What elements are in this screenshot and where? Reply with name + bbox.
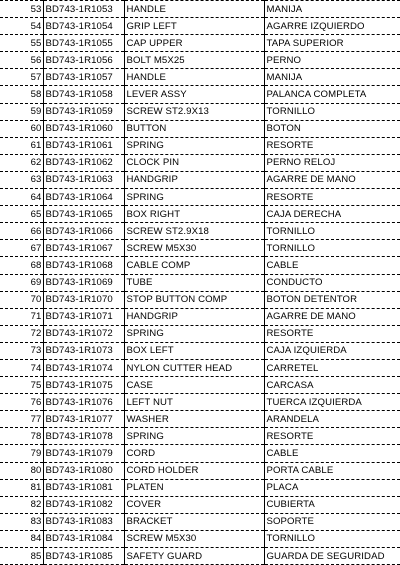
table-row (0, 359, 400, 376)
description-english: SPRING (124, 189, 264, 206)
description-english: SPRING (124, 137, 264, 154)
description-spanish: TUERCA IZQUIERDA (264, 394, 400, 411)
table-row (0, 428, 400, 445)
description-english: SCREW ST2.9X18 (124, 223, 264, 240)
table-row (0, 171, 400, 188)
description-spanish: CAJA DERECHA (264, 206, 400, 223)
table-row (0, 325, 400, 342)
part-number: BD743-1R1059 (43, 103, 124, 120)
item-number: 71 (0, 308, 43, 325)
part-number: BD743-1R1061 (43, 137, 124, 154)
description-english: SCREW M5X30 (124, 530, 264, 547)
item-number: 55 (0, 35, 43, 52)
part-number: BD743-1R1054 (43, 18, 124, 35)
description-spanish: GUARDA DE SEGURIDAD (264, 548, 400, 565)
item-number: 56 (0, 52, 43, 69)
part-number: BD743-1R1069 (43, 274, 124, 291)
table-row (0, 411, 400, 428)
item-number: 78 (0, 428, 43, 445)
item-number: 74 (0, 359, 43, 376)
item-number: 69 (0, 274, 43, 291)
description-english: HANDLE (124, 69, 264, 86)
part-number: BD743-1R1060 (43, 120, 124, 137)
table-row (0, 530, 400, 547)
item-number: 80 (0, 462, 43, 479)
table-row (0, 223, 400, 240)
part-number: BD743-1R1082 (43, 496, 124, 513)
item-number: 58 (0, 86, 43, 103)
item-number: 65 (0, 206, 43, 223)
description-spanish: TORNILLO (264, 530, 400, 547)
table-row (0, 394, 400, 411)
description-spanish: CABLE (264, 445, 400, 462)
table-row (0, 18, 400, 35)
description-spanish: BOTON DETENTOR (264, 291, 400, 308)
item-number: 54 (0, 18, 43, 35)
item-number: 60 (0, 120, 43, 137)
description-english: BUTTON (124, 120, 264, 137)
part-number: BD743-1R1070 (43, 291, 124, 308)
description-spanish: TORNILLO (264, 240, 400, 257)
description-spanish: MANIJA (264, 69, 400, 86)
table-row (0, 69, 400, 86)
description-spanish: SOPORTE (264, 513, 400, 530)
table-row (0, 35, 400, 52)
description-english: SAFETY GUARD (124, 548, 264, 565)
table-row (0, 548, 400, 565)
part-number: BD743-1R1064 (43, 189, 124, 206)
description-english: BOX LEFT (124, 342, 264, 359)
part-number: BD743-1R1081 (43, 479, 124, 496)
table-row (0, 445, 400, 462)
item-number: 59 (0, 103, 43, 120)
part-number: BD743-1R1056 (43, 52, 124, 69)
description-english: CABLE COMP (124, 257, 264, 274)
item-number: 57 (0, 69, 43, 86)
description-english: HANDGRIP (124, 308, 264, 325)
item-number: 66 (0, 223, 43, 240)
item-number: 75 (0, 377, 43, 394)
item-number: 53 (0, 1, 43, 18)
table-row (0, 52, 400, 69)
part-number: BD743-1R1076 (43, 394, 124, 411)
description-english: CLOCK PIN (124, 154, 264, 171)
part-number: BD743-1R1057 (43, 69, 124, 86)
description-spanish: ARANDELA (264, 411, 400, 428)
part-number: BD743-1R1055 (43, 35, 124, 52)
item-number: 82 (0, 496, 43, 513)
description-spanish: AGARRE DE MANO (264, 171, 400, 188)
part-number: BD743-1R1079 (43, 445, 124, 462)
item-number: 84 (0, 530, 43, 547)
part-number: BD743-1R1075 (43, 377, 124, 394)
table-row (0, 240, 400, 257)
description-spanish: PERNO (264, 52, 400, 69)
item-number: 77 (0, 411, 43, 428)
part-number: BD743-1R1066 (43, 223, 124, 240)
description-english: TUBE (124, 274, 264, 291)
part-number: BD743-1R1067 (43, 240, 124, 257)
parts-table-body (0, 1, 400, 565)
description-english: SCREW M5X30 (124, 240, 264, 257)
description-spanish: PERNO RELOJ (264, 154, 400, 171)
description-english: CASE (124, 377, 264, 394)
item-number: 70 (0, 291, 43, 308)
description-spanish: CARRETEL (264, 359, 400, 376)
description-english: HANDGRIP (124, 171, 264, 188)
description-spanish: RESORTE (264, 189, 400, 206)
description-spanish: CAJA IZQUIERDA (264, 342, 400, 359)
part-number: BD743-1R1072 (43, 325, 124, 342)
description-spanish: TORNILLO (264, 103, 400, 120)
description-spanish: AGARRE DE MANO (264, 308, 400, 325)
description-spanish: CABLE (264, 257, 400, 274)
item-number: 68 (0, 257, 43, 274)
item-number: 62 (0, 154, 43, 171)
description-spanish: PALANCA COMPLETA (264, 86, 400, 103)
description-english: BOX RIGHT (124, 206, 264, 223)
description-english: SPRING (124, 325, 264, 342)
description-spanish: RESORTE (264, 325, 400, 342)
description-spanish: RESORTE (264, 137, 400, 154)
description-spanish: MANIJA (264, 1, 400, 18)
table-row (0, 257, 400, 274)
part-number: BD743-1R1085 (43, 548, 124, 565)
part-number: BD743-1R1084 (43, 530, 124, 547)
table-row (0, 377, 400, 394)
part-number: BD743-1R1077 (43, 411, 124, 428)
item-number: 76 (0, 394, 43, 411)
description-english: LEFT NUT (124, 394, 264, 411)
description-spanish: AGARRE IZQUIERDO (264, 18, 400, 35)
part-number: BD743-1R1063 (43, 171, 124, 188)
table-row (0, 103, 400, 120)
item-number: 81 (0, 479, 43, 496)
description-spanish: PORTA CABLE (264, 462, 400, 479)
description-english: NYLON CUTTER HEAD (124, 359, 264, 376)
description-english: STOP BUTTON COMP (124, 291, 264, 308)
part-number: BD743-1R1074 (43, 359, 124, 376)
table-row (0, 120, 400, 137)
description-spanish: TORNILLO (264, 223, 400, 240)
table-row (0, 496, 400, 513)
part-number: BD743-1R1068 (43, 257, 124, 274)
description-english: SPRING (124, 428, 264, 445)
item-number: 73 (0, 342, 43, 359)
description-spanish: CUBIERTA (264, 496, 400, 513)
table-row (0, 189, 400, 206)
description-english: CAP UPPER (124, 35, 264, 52)
part-number: BD743-1R1058 (43, 86, 124, 103)
part-number: BD743-1R1065 (43, 206, 124, 223)
item-number: 64 (0, 189, 43, 206)
item-number: 61 (0, 137, 43, 154)
table-row (0, 513, 400, 530)
description-english: WASHER (124, 411, 264, 428)
part-number: BD743-1R1083 (43, 513, 124, 530)
description-spanish: BOTON (264, 120, 400, 137)
description-english: BOLT M5X25 (124, 52, 264, 69)
item-number: 72 (0, 325, 43, 342)
description-spanish: TAPA SUPERIOR (264, 35, 400, 52)
part-number: BD743-1R1053 (43, 1, 124, 18)
description-english: LEVER ASSY (124, 86, 264, 103)
item-number: 67 (0, 240, 43, 257)
table-row (0, 137, 400, 154)
item-number: 85 (0, 548, 43, 565)
item-number: 63 (0, 171, 43, 188)
description-english: BRACKET (124, 513, 264, 530)
description-english: CORD HOLDER (124, 462, 264, 479)
item-number: 83 (0, 513, 43, 530)
table-row (0, 206, 400, 223)
description-spanish: RESORTE (264, 428, 400, 445)
part-number: BD743-1R1062 (43, 154, 124, 171)
table-row (0, 479, 400, 496)
table-row (0, 1, 400, 18)
part-number: BD743-1R1071 (43, 308, 124, 325)
description-spanish: CARCASA (264, 377, 400, 394)
description-english: SCREW ST2.9X13 (124, 103, 264, 120)
item-number: 79 (0, 445, 43, 462)
table-row (0, 154, 400, 171)
part-number: BD743-1R1078 (43, 428, 124, 445)
description-english: COVER (124, 496, 264, 513)
description-spanish: PLACA (264, 479, 400, 496)
table-row (0, 291, 400, 308)
description-english: GRIP LEFT (124, 18, 264, 35)
table-row (0, 274, 400, 291)
description-spanish: CONDUCTO (264, 274, 400, 291)
description-english: CORD (124, 445, 264, 462)
part-number: BD743-1R1080 (43, 462, 124, 479)
table-row (0, 308, 400, 325)
description-english: HANDLE (124, 1, 264, 18)
table-row (0, 86, 400, 103)
part-number: BD743-1R1073 (43, 342, 124, 359)
table-row (0, 462, 400, 479)
description-english: PLATEN (124, 479, 264, 496)
table-row (0, 342, 400, 359)
